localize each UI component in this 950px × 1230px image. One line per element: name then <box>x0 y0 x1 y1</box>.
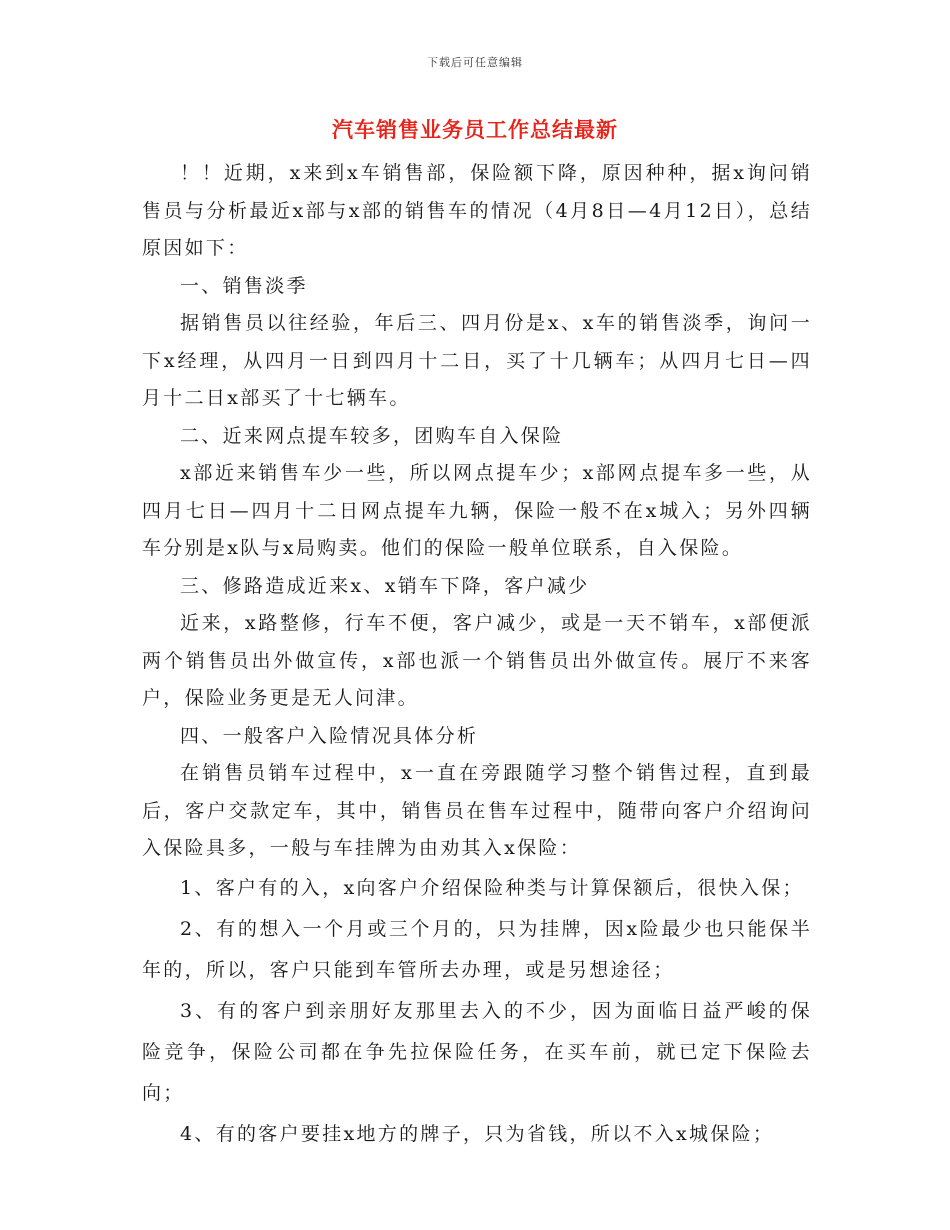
header-note: 下载后可任意编辑 <box>427 56 523 69</box>
paragraph-4: 在销售员销车过程中，x一直在旁跟随学习整个销售过程，直到最后，客户交款定车，其中，销售员在售车过程中，随带向客户介绍询问入保险具多，一般与车挂牌为由劝其入x保险： <box>142 762 812 859</box>
paragraph-3: 近来，x路整修，行车不便，客户减少，或是一天不销车，x部便派两个销售员出外做宣传，x部也派一个销售员出外做宣传。展厅不来客户，保险业务更是无人问津。 <box>142 612 812 709</box>
list-item-1: 1、客户有的入，x向客户介绍保险种类与计算保额后，很快入保； <box>180 876 804 899</box>
list-item-4: 4、有的客户要挂x地方的牌子，只为省钱，所以不入x城保险； <box>180 1122 775 1145</box>
document-body <box>142 155 812 1155</box>
list-item-3: 3、有的客户到亲朋好友那里去入的不少，因为面临日益严峻的保险竞争，保险公司都在争先拉保险任务，在买车前，就已定下保险去向； <box>142 999 812 1104</box>
section-heading-1: 一、销售淡季 <box>180 274 308 297</box>
document-title: 汽车销售业务员工作总结最新 <box>332 117 618 142</box>
paragraph-2: x部近来销售车少一些，所以网点提车少；x部网点提车多一些，从四月七日—四月十二日网点提车九辆，保险一般不在x城入；另外四辆车分别是x队与x局购卖。他们的保险一般单位联系，自入保险。 <box>142 462 812 559</box>
paragraph-1: 据销售员以往经验，年后三、四月份是x、x车的销售淡季，询问一下x经理，从四月一日到四月十二日，买了十几辆车；从四月七日—四月十二日x部买了十七辆车。 <box>142 312 812 409</box>
paragraph-intro: ！！近期，x来到x车销售部，保险额下降，原因种种，据x询问销售员与分析最近x部与x部的销售车的情况（4月8日—4月12日），总结原因如下： <box>142 162 812 259</box>
section-heading-3: 三、修路造成近来x、x销车下降，客户减少 <box>180 574 590 597</box>
section-heading-4: 四、一般客户入险情况具体分析 <box>180 724 479 747</box>
list-item-2: 2、有的想入一个月或三个月的，只为挂牌，因x险最少也只能保半年的，所以，客户只能到车管所去办理，或是另想途径； <box>142 917 812 981</box>
section-heading-2: 二、近来网点提车较多，团购车自入保险 <box>180 424 564 447</box>
